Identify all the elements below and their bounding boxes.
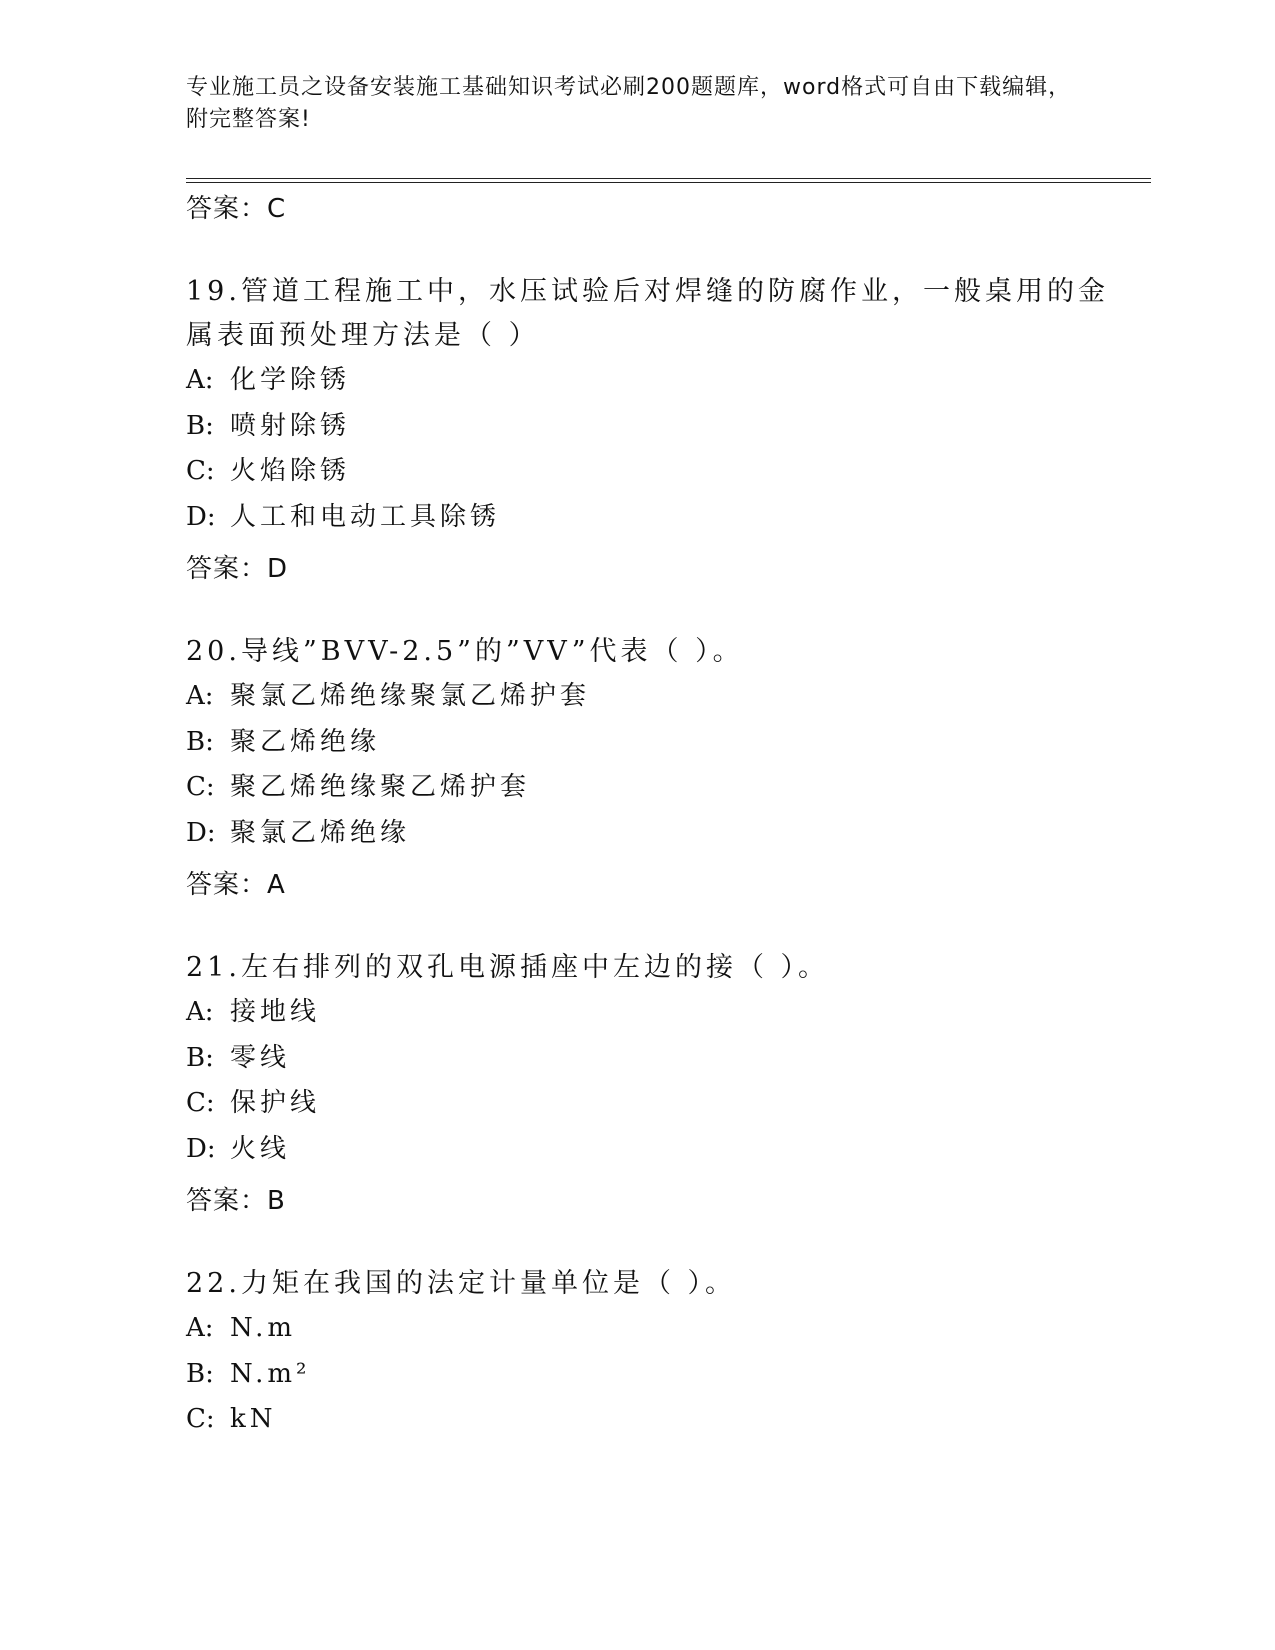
answer-line: 答案：C	[186, 194, 287, 224]
option-a	[186, 358, 1126, 404]
question-text: 19.管道工程施工中，水压试验后对焊缝的防腐作业，一般桌用的金属表面预处理方法是（ ）	[186, 276, 1109, 351]
option-label: B:	[186, 410, 214, 441]
option-text: 火线	[230, 1133, 291, 1164]
option-a	[186, 990, 1126, 1036]
option-text: 化学除锈	[230, 365, 351, 395]
option-text: N.m	[230, 1313, 297, 1343]
option-text: 接地线	[230, 997, 321, 1027]
option-text: kN	[230, 1404, 277, 1434]
option-label: D:	[186, 817, 216, 848]
option-label: A:	[186, 997, 214, 1027]
option-text: 零线	[230, 1042, 291, 1073]
question-text: 20.导线”BVV-2.5”的”VV”代表（ ）。	[186, 636, 744, 667]
option-text: 聚乙烯绝缘	[230, 726, 381, 757]
option-label: A:	[186, 681, 214, 711]
option-text: 喷射除锈	[230, 410, 351, 441]
question-text: 22.力矩在我国的法定计量单位是（ ）。	[186, 1268, 737, 1299]
option-text: 保护线	[230, 1088, 321, 1118]
option-label: C:	[186, 456, 215, 486]
header-divider-bottom	[186, 182, 1151, 183]
document-header: 专业施工员之设备安装施工基础知识考试必刷200题题库，word格式可自由下载编辑，附完整答案!	[186, 75, 1072, 132]
option-c	[186, 449, 1126, 495]
option-a	[186, 1306, 1126, 1352]
option-label: B:	[186, 726, 214, 757]
option-text: 聚氯乙烯绝缘聚氯乙烯护套	[230, 681, 591, 711]
answer-line: 答案：D	[186, 554, 289, 584]
option-text: 人工和电动工具除锈	[230, 501, 501, 532]
option-text: N.m²	[230, 1358, 311, 1389]
header-divider-top	[186, 178, 1151, 179]
option-c	[186, 1397, 1126, 1443]
option-b	[186, 720, 1126, 766]
option-label: A:	[186, 365, 214, 395]
question-text: 21.左右排列的双孔电源插座中左边的接（ ）。	[186, 952, 830, 983]
option-label: C:	[186, 772, 215, 802]
option-label: D:	[186, 501, 216, 532]
option-a	[186, 674, 1126, 720]
option-c	[186, 765, 1126, 811]
option-label: C:	[186, 1404, 215, 1434]
option-text: 聚氯乙烯绝缘	[230, 817, 411, 848]
option-b	[186, 404, 1126, 450]
option-label: A:	[186, 1313, 214, 1343]
option-c	[186, 1081, 1126, 1127]
option-label: C:	[186, 1088, 215, 1118]
question-list	[186, 186, 1126, 1443]
option-label: B:	[186, 1042, 214, 1073]
option-d	[186, 811, 1126, 857]
option-b	[186, 1352, 1126, 1398]
option-d	[186, 1127, 1126, 1173]
answer-line: 答案：B	[186, 1186, 286, 1216]
option-label: D:	[186, 1133, 216, 1164]
option-text: 火焰除锈	[230, 456, 351, 486]
option-b	[186, 1036, 1126, 1082]
answer-line: 答案：A	[186, 870, 286, 900]
option-text: 聚乙烯绝缘聚乙烯护套	[230, 772, 531, 802]
option-d	[186, 495, 1126, 541]
option-label: B:	[186, 1358, 214, 1389]
